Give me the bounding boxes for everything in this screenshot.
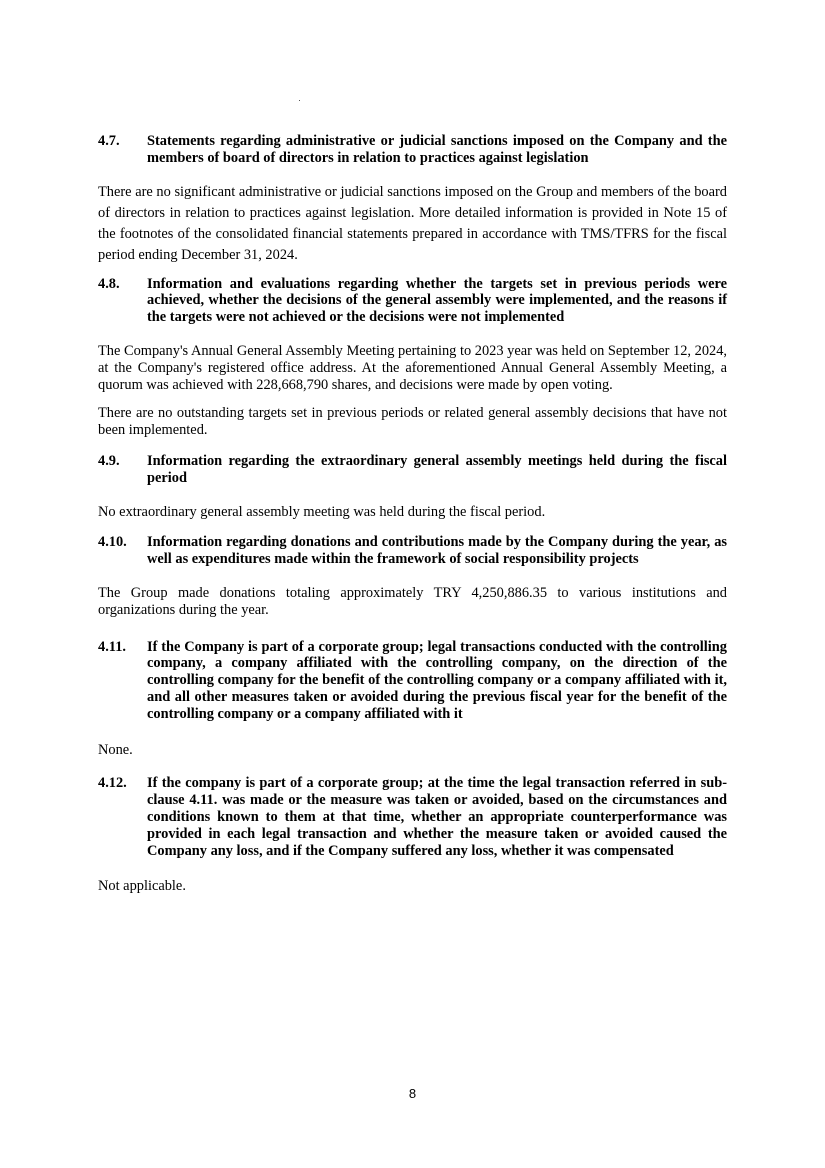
section-paragraph: The Group made donations totaling approximately TRY 4,250,886.35 to various institutions and organizations during the year. xyxy=(98,584,727,618)
section-number: 4.12. xyxy=(98,775,127,792)
section-title: Information regarding donations and contributions made by the Company during the year, as well as expenditures made within the framework of social responsibility projects xyxy=(147,534,727,568)
page-number: 8 xyxy=(408,1086,417,1101)
section-paragraph: The Company's Annual General Assembly Meeting pertaining to 2023 year was held on September 12, 2024, at the Company's registered office address. At the aforementioned Annual General Assembly Meeting, a quorum was achieved with 228,668,790 shares, and decisions were made by open voting. xyxy=(98,342,727,393)
section-number: 4.9. xyxy=(98,452,120,469)
section-title: Information regarding the extraordinary general assembly meetings held during the fiscal period xyxy=(147,452,727,486)
section-number: 4.10. xyxy=(98,534,127,551)
section-title: Information and evaluations regarding whether the targets set in previous periods were achieved, whether the decisions of the general assembly were implemented, and the reasons if the targets were not achieved or the decisions were not implemented xyxy=(147,275,727,326)
section-heading-4-11 xyxy=(98,639,727,723)
section-heading-4-8 xyxy=(98,276,727,326)
section-heading-4-10 xyxy=(98,534,727,568)
section-heading-4-12 xyxy=(98,775,727,859)
section-paragraph: No extraordinary general assembly meeting was held during the fiscal period. xyxy=(98,503,546,520)
page-content xyxy=(98,133,727,895)
section-number: 4.7. xyxy=(98,133,120,149)
section-paragraph: There are no significant administrative or judicial sanctions imposed on the Group and members of the board of directors in relation to practices against legislation. More detailed information is provided in Note 15 of the footnotes of the consolidated financial statements prepared in accordance with TMS/TFRS for the fiscal period ending December 31, 2024. xyxy=(98,183,727,263)
header-mark xyxy=(299,100,300,101)
section-paragraph: There are no outstanding targets set in previous periods or related general assembly decisions that have not been implemented. xyxy=(98,405,727,439)
section-heading-4-7 xyxy=(98,133,727,167)
section-title: If the Company is part of a corporate group; legal transactions conducted with the controlling company, a company affiliated with the controlling company, on the direction of the controlling company for the benefit of the controlling company or a company affiliated with it, and all other measures taken or avoided during the previous fiscal year for the benefit of the controlling company or a company affiliated with it xyxy=(147,638,727,722)
section-number: 4.8. xyxy=(98,275,120,292)
section-title: If the company is part of a corporate group; at the time the legal transaction referred in sub-clause 4.11. was made or the measure was taken or avoided, based on the circumstances and conditions known to them at that time, whether an appropriate counterperformance was provided in each legal transaction and whether the measure taken or avoided caused the Company any loss, and if the Company suffered any loss, whether it was compensated xyxy=(147,775,727,859)
section-number: 4.11. xyxy=(98,638,126,655)
section-title: Statements regarding administrative or judicial sanctions imposed on the Company and the members of board of directors in relation to practices against legislation xyxy=(147,133,727,166)
section-paragraph: Not applicable. xyxy=(98,878,186,895)
section-paragraph: None. xyxy=(98,741,133,758)
section-heading-4-9 xyxy=(98,453,727,487)
